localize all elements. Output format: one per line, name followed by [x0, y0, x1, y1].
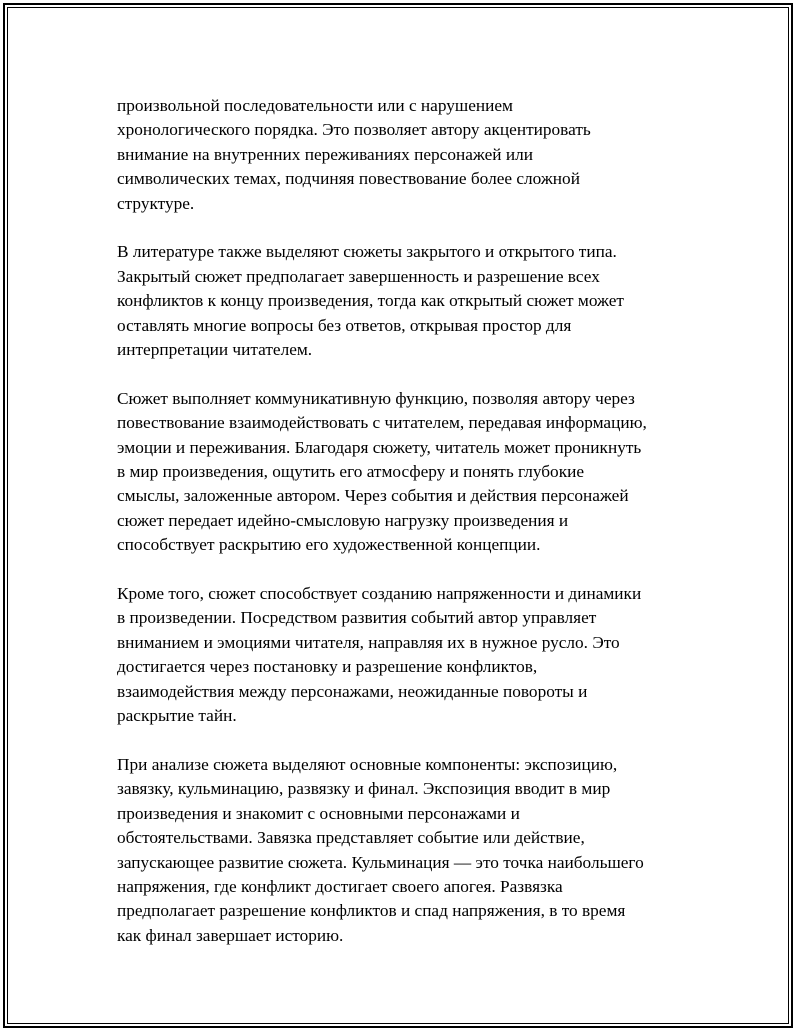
document-body [117, 94, 707, 973]
text-line: Кроме того, сюжет способствует созданию напряженности и динамики [117, 584, 642, 604]
text-line: способствует раскрытию его художественной концепции. [117, 535, 541, 555]
text-line: В литературе также выделяют сюжеты закрытого и открытого типа. [117, 242, 617, 262]
text-line: предполагает разрешение конфликтов и спад напряжения, в то время [117, 901, 626, 921]
text-line: вниманием и эмоциями читателя, направляя их в нужное русло. Это [117, 632, 620, 652]
text-line: Закрытый сюжет предполагает завершенность и разрешение всех [117, 266, 600, 286]
text-line: произвольной последовательности или с нарушением [117, 96, 513, 115]
text-line: в произведении. Посредством развития событий автор управляет [117, 608, 597, 628]
text-line: достигается через постановку и разрешение конфликтов, [117, 657, 538, 677]
text-line: эмоции и переживания. Благодаря сюжету, читатель может проникнуть [117, 437, 642, 457]
text-line: взаимодействия между персонажами, неожиданные повороты и [117, 681, 588, 701]
text-line: раскрытие тайн. [117, 706, 237, 726]
paragraph-4 [117, 582, 707, 728]
text-line: конфликтов к концу произведения, тогда как открытый сюжет может [117, 291, 624, 311]
text-line: Сюжет выполняет коммуникативную функцию, позволяя автору через [117, 388, 635, 408]
paragraph-2 [117, 240, 707, 362]
text-line: оставлять многие вопросы без ответов, открывая простор для [117, 315, 572, 335]
text-line: запускающее развитие сюжета. Кульминация — это точка наибольшего [117, 852, 644, 872]
text-line: внимание на внутренних переживаниях персонажей или [117, 144, 533, 164]
text-line: структуре. [117, 193, 195, 213]
text-line: символических темах, подчиняя повествование более сложной [117, 169, 580, 189]
text-line: завязку, кульминацию, развязку и финал. Экспозиция вводит в мир [117, 779, 611, 799]
paragraph-3 [117, 387, 707, 558]
paragraph-5 [117, 753, 707, 948]
text-line: смыслы, заложенные автором. Через события и действия персонажей [117, 486, 629, 506]
text-line: повествование взаимодействовать с читателем, передавая информацию, [117, 413, 647, 433]
text-line: как финал завершает историю. [117, 925, 344, 945]
text-line: При анализе сюжета выделяют основные компоненты: экспозицию, [117, 754, 618, 774]
text-line: обстоятельствами. Завязка представляет событие или действие, [117, 828, 585, 848]
text-line: интерпретации читателем. [117, 340, 313, 360]
text-line: произведения и знакомит с основными персонажами и [117, 803, 520, 823]
text-line: сюжет передает идейно-смысловую нагрузку произведения и [117, 510, 569, 530]
paragraph-1 [117, 94, 707, 216]
text-line: напряжения, где конфликт достигает своего апогея. Развязка [117, 876, 563, 896]
text-line: в мир произведения, ощутить его атмосферу и понять глубокие [117, 462, 585, 482]
text-line: хронологического порядка. Это позволяет автору акцентировать [117, 120, 591, 140]
